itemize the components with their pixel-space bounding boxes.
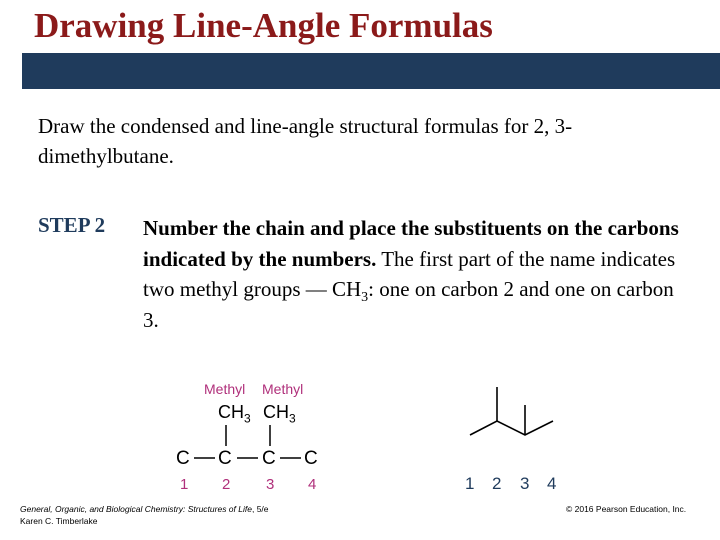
footer-edition: , 5/e xyxy=(251,504,269,514)
ch3-sub: 3 xyxy=(289,411,296,426)
methyl-label-1: Methyl xyxy=(204,381,246,397)
step-text-2: : one on carbon 2 and one on carbon 3. xyxy=(143,277,674,332)
carbon-2: C xyxy=(218,448,232,469)
line-angle-number-1: 1 xyxy=(465,474,475,493)
line-angle-number-4: 4 xyxy=(547,474,557,493)
condensed-number-1: 1 xyxy=(180,476,189,493)
footer-book-title: General, Organic, and Biological Chemistry: Structures of Life xyxy=(20,504,252,514)
step-text-1: The first part of the name indicates two methyl groups — CH xyxy=(143,246,676,301)
line-angle-number-3: 3 xyxy=(520,474,530,493)
line-angle-chain xyxy=(470,421,553,435)
methyl-label-2: Methyl xyxy=(262,381,304,397)
carbon-1: C xyxy=(176,448,190,469)
condensed-number-4: 4 xyxy=(308,476,317,493)
carbon-4: C xyxy=(304,448,318,469)
footer-author: Karen C. Timberlake xyxy=(20,516,98,526)
step-bold-text: Number the chain and place the substituents on the carbons indicated by the numbers. xyxy=(143,216,679,271)
carbon-3: C xyxy=(262,448,276,469)
ch3-sub: 3 xyxy=(244,411,251,426)
step-label: STEP 2 xyxy=(38,213,106,237)
condensed-number-3: 3 xyxy=(266,476,275,493)
ch3-text: CH xyxy=(218,402,244,422)
line-angle-number-2: 2 xyxy=(492,474,502,493)
intro-text: Draw the condensed and line-angle structural formulas for 2, 3-dimethylbutane. xyxy=(38,114,573,168)
ch3-text: CH xyxy=(263,402,289,422)
condensed-number-2: 2 xyxy=(222,476,231,493)
slide-title: Drawing Line-Angle Formulas xyxy=(34,6,493,45)
step-subscript: 3 xyxy=(361,290,369,306)
footer-copyright: © 2016 Pearson Education, Inc. xyxy=(566,504,687,514)
footer-citation xyxy=(20,503,269,527)
